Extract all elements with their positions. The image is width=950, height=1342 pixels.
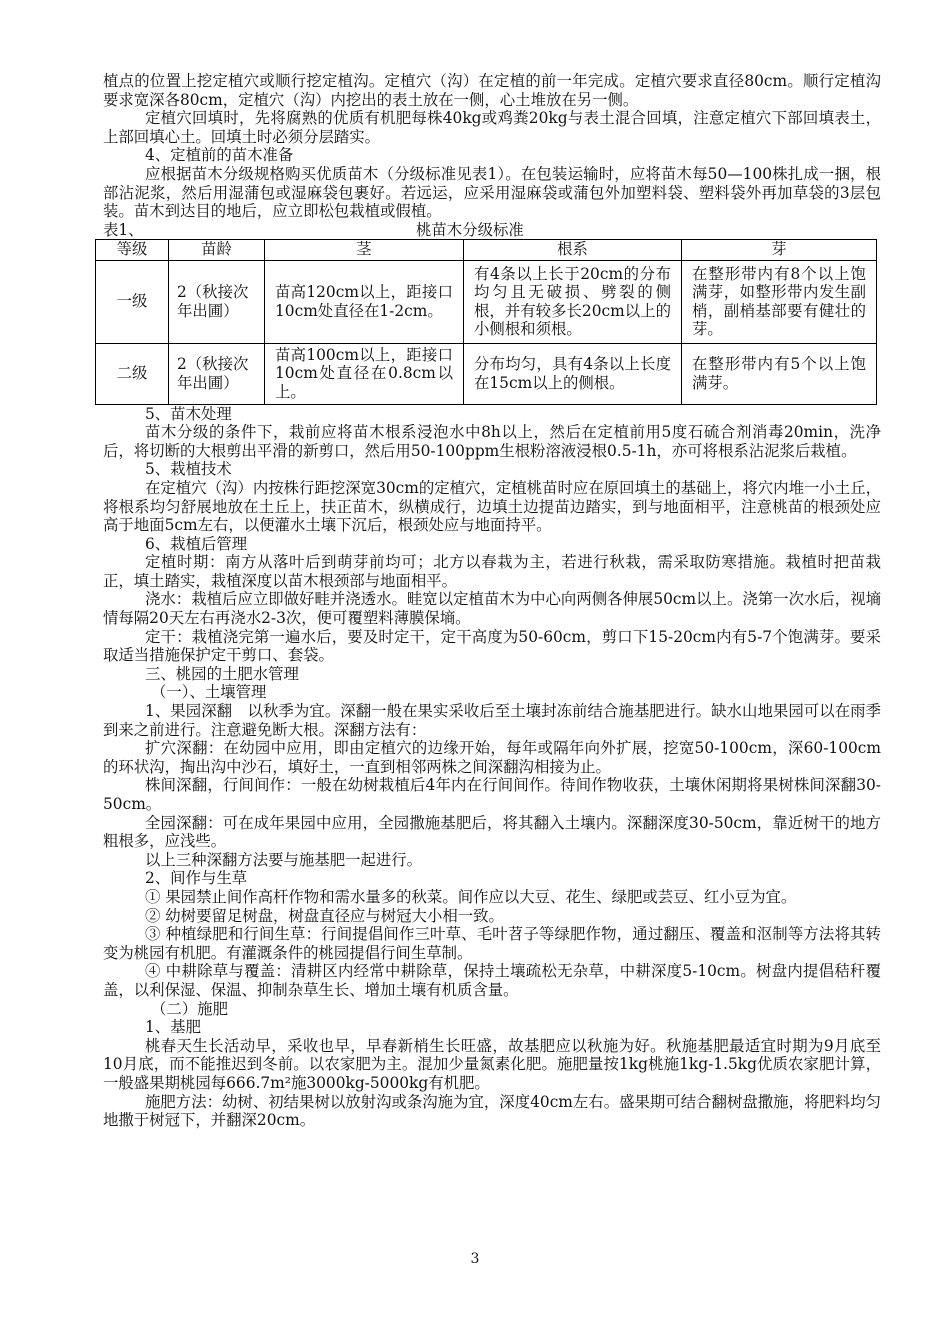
paragraph: ② 幼树要留足树盘，树盘直径应与树冠大小相一致。 bbox=[145, 906, 504, 925]
paragraph: ④ 中耕除草与覆盖：清耕区内经常中耕除草，保持土壤疏松无杂草，中耕深度5-10cm。树盘内提倡秸秆覆盖，以利保湿、保温、抑制杂草生长、增加土壤有机质含量。 bbox=[103, 962, 881, 999]
paragraph: 1、果园深翻 以秋季为宜。深翻一般在果实采收后至土壤封冻前结合施基肥进行。缺水山地果园可以在雨季到来之前进行。注意避免断大根。深翻方法有： bbox=[103, 702, 881, 739]
paragraph: 施肥方法：幼树、初结果树以放射沟或条沟施为宜，深度40cm左右。盛果期可结合翻树盘撒施，将肥料均匀地撒于树冠下，并翻深20cm。 bbox=[103, 1092, 881, 1130]
section-heading: 三、桃园的土肥水管理 bbox=[145, 664, 299, 683]
column-header: 苗龄 bbox=[169, 239, 265, 260]
section-heading: 5、苗木处理 bbox=[145, 404, 232, 423]
root-cell: 分布均匀，具有4条以上长度在15cm以上的侧根。 bbox=[464, 343, 682, 404]
section-heading: 5、栽植技术 bbox=[145, 460, 232, 479]
section-heading: 4、定植前的苗木准备 bbox=[145, 146, 294, 165]
bud-cell: 在整形带内有8个以上饱满芽，如整形带内发生副梢，副梢基部要有健壮的芽。 bbox=[682, 260, 877, 343]
section-heading: 6、栽植后管理 bbox=[145, 534, 248, 553]
paragraph: 以上三种深翻方法要与施基肥一起进行。 bbox=[145, 850, 423, 869]
table-label: 表1、 bbox=[103, 220, 144, 239]
paragraph: ① 果园禁止间作高杆作物和需水量多的秋菜。间作应以大豆、花生、绿肥或芸豆、红小豆为宜。 bbox=[145, 887, 797, 906]
table-row bbox=[96, 260, 877, 343]
subsection-heading: （一）、土壤管理 bbox=[151, 683, 267, 702]
section-heading: 2、间作与生草 bbox=[145, 869, 248, 888]
paragraph: 株间深翻，行间间作：一般在幼树栽植后4年内在行间间作。待间作物收获，土壤休闲期将果树株间深翻30-50cm。 bbox=[103, 776, 881, 813]
age-cell: 2（秋接次年出圃） bbox=[169, 343, 265, 404]
page-number: 3 bbox=[470, 1251, 480, 1267]
bud-cell: 在整形带内有5个以上饱满芽。 bbox=[682, 343, 877, 404]
age-cell: 2（秋接次年出圃） bbox=[169, 260, 265, 343]
subsection-heading: （二）施肥 bbox=[151, 999, 228, 1018]
paragraph: 植点的位置上挖定植穴或顺行挖定植沟。定植穴（沟）在定植的前一年完成。定植穴要求直径80cm。顺行定植沟要求宽深各80cm，定植穴（沟）内挖出的表土放在一侧，心土堆放在另一侧。 bbox=[103, 72, 881, 109]
paragraph: ③ 种植绿肥和行间生草：行间提倡间作三叶草、毛叶苕子等绿肥作物，通过翻压、覆盖和沤制等方法将其转变为桃园有机肥。有灌溉条件的桃园提倡行间生草制。 bbox=[103, 925, 881, 962]
column-header: 根系 bbox=[464, 239, 682, 260]
column-header: 茎 bbox=[265, 239, 464, 260]
grade-cell: 二级 bbox=[96, 343, 169, 404]
paragraph: 扩穴深翻：在幼园中应用，即由定植穴的边缘开始，每年或隔年向外扩展，挖宽50-100cm，深60-100cm的环状沟，掏出沟中沙石，填好土，一直到相邻两株之间深翻沟相接为止。 bbox=[103, 739, 881, 776]
column-header: 芽 bbox=[682, 239, 877, 260]
table-header-row bbox=[96, 239, 877, 260]
table-row bbox=[96, 343, 877, 404]
stem-cell: 苗高100cm以上，距接口10cm处直径在0.8cm以上。 bbox=[265, 343, 464, 404]
paragraph: 应根据苗木分级规格购买优质苗木（分级标准见表1）。在包装运输时，应将苗木每50—100株扎成一捆，根部沾泥浆，然后用湿蒲包或湿麻袋包裹好。若远运，应采用湿麻袋或蒲包外加塑料袋、塑料袋外再加草袋的3层包装。苗木到达目的地后，应立即松包栽植或假植。 bbox=[103, 164, 881, 221]
table-caption bbox=[103, 221, 881, 239]
grade-cell: 一级 bbox=[96, 260, 169, 343]
paragraph: 全园深翻：可在成年果园中应用，全园撒施基肥后，将其翻入土壤内。深翻深度30-50cm，靠近树干的地方粗根多，应浅些。 bbox=[103, 813, 881, 851]
paragraph: 桃春天生长活动早，采收也早，早春新梢生长旺盛，故基肥应以秋施为好。秋施基肥最适宜时期为9月底至10月底，而不能推迟到冬前。以农家肥为主。混加少量氮素化肥。施肥量按1kg桃施1kg-1.5kg优质农家肥计算，一般盛果期桃园每666.7m²施3000kg-5000kg有机肥。 bbox=[103, 1036, 881, 1092]
seedling-grade-table bbox=[95, 239, 877, 405]
section-heading: 1、基肥 bbox=[145, 1018, 201, 1037]
paragraph: 定干：栽植浇完第一遍水后，要及时定干，定干高度为50-60cm，剪口下15-20cm内有5-7个饱满芽。要采取适当措施保护定干剪口、套袋。 bbox=[103, 627, 881, 665]
paragraph: 苗木分级的条件下，栽前应将苗木根系浸泡水中8h以上，然后在定植前用5度石硫合剂消毒20min，洗净后，将切断的大根剪出平滑的新剪口，然后用50-100ppm生根粉溶液浸根0.5-1h，亦可将根系沾泥浆后栽植。 bbox=[103, 423, 881, 460]
root-cell: 有4条以上长于20cm的分布均匀且无破损、劈裂的侧根，并有较多长20cm以上的小侧根和须根。 bbox=[464, 260, 682, 343]
document-page bbox=[103, 72, 881, 1130]
paragraph: 在定植穴（沟）内按株行距挖深宽30cm的定植穴，定植桃苗时应在原回填土的基础上，将穴内堆一小土丘，将根系均匀舒展地放在土丘上，扶正苗木，纵横成行，边填土边提苗边踏实，到与地面相平，注意桃苗的根颈处应高于地面5cm左右，以便灌水土壤下沉后，根颈处应与地面持平。 bbox=[103, 478, 881, 535]
column-header: 等级 bbox=[96, 239, 169, 260]
paragraph: 浇水：栽植后应立即做好畦并浇透水。畦宽以定植苗木为中心向两侧各伸展50cm以上。浇第一次水后，视墒情每隔20天左右再浇水2-3次，便可覆塑料薄膜保墒。 bbox=[103, 590, 881, 628]
stem-cell: 苗高120cm以上，距接口10cm处直径在1-2cm。 bbox=[265, 260, 464, 343]
paragraph: 定植穴回填时，先将腐熟的优质有机肥每株40kg或鸡粪20kg与表土混合回填，注意定植穴下部回填表土，上部回填心土。回填土时必须分层踏实。 bbox=[103, 109, 881, 146]
table-title: 桃苗木分级标准 bbox=[416, 220, 524, 239]
paragraph: 定植时期：南方从落叶后到萌芽前均可；北方以春栽为主，若进行秋栽，需采取防寒措施。栽植时把苗栽正，填土踏实，栽植深度以苗木根颈部与地面相平。 bbox=[103, 553, 881, 590]
